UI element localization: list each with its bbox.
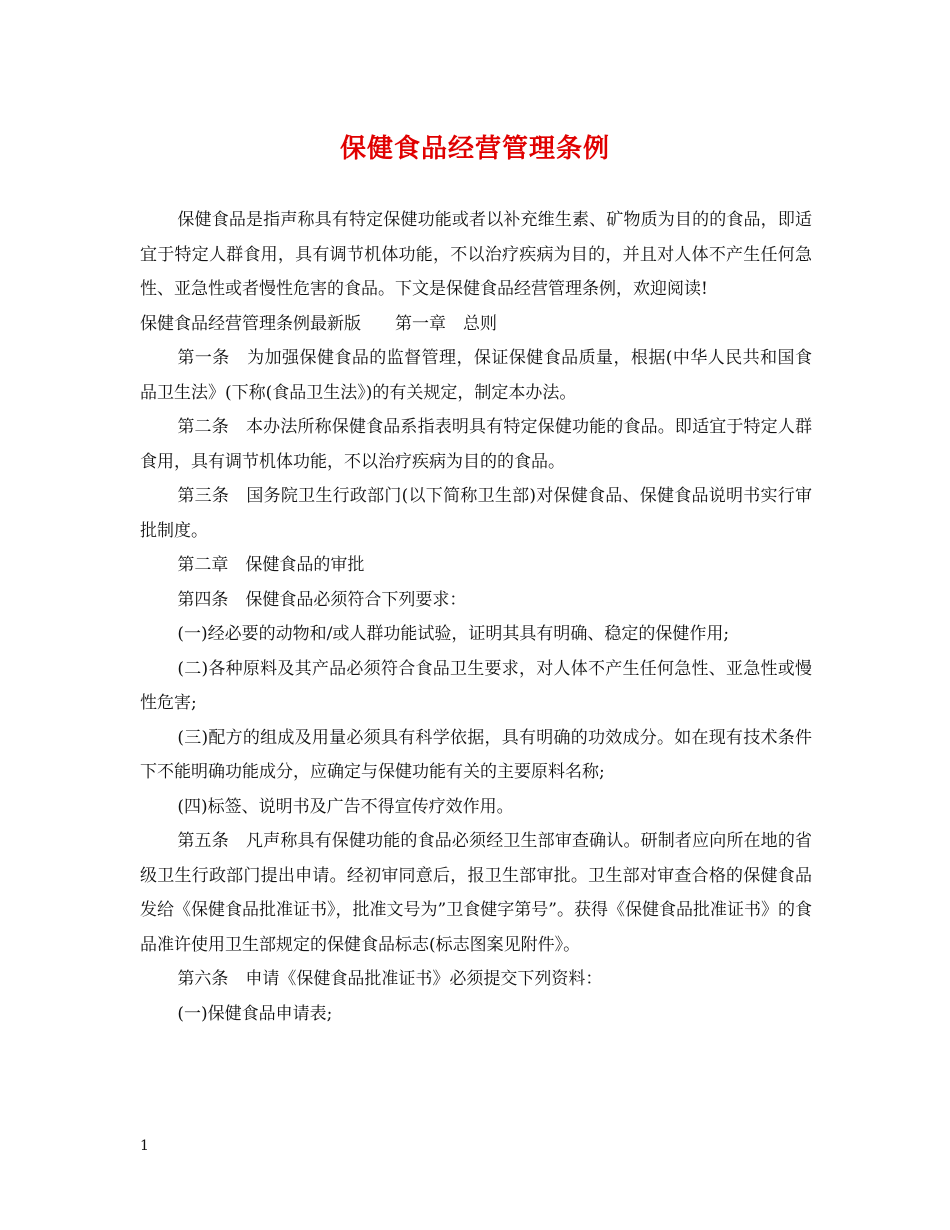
document-body [140,203,812,1031]
list-item: (一)保健食品申请表; [177,1003,333,1024]
chapter-heading: 第二章 保健食品的审批 [177,555,365,575]
paragraph: 第一条 为加强保健食品的监督管理，保证保健食品质量，根据(中华人民共和国食品卫生法》(下称(食品卫生法》)的有关规定，制定本办法。 [140,348,812,403]
list-item: (三)配方的组成及用量必须具有科学依据，具有明确的功效成分。如在现有技术条件下不能明确功能成分，应确定与保健功能有关的主要原料名称; [140,727,812,782]
paragraph: 第三条 国务院卫生行政部门(以下简称卫生部)对保健食品、保健食品说明书实行审批制度。 [140,486,812,541]
list-item: (四)标签、说明书及广告不得宣传疗效作用。 [177,796,514,817]
paragraph: 第四条 保健食品必须符合下列要求： [177,589,467,610]
paragraph: 第六条 申请《保健食品批准证书》必须提交下列资料： [177,969,603,989]
paragraph: 第二条 本办法所称保健食品系指表明具有特定保健功能的食品。即适宜于特定人群食用，具有调节机体功能，不以治疗疾病为目的的食品。 [140,417,812,472]
document-title: 保健食品经营管理条例 [339,134,610,164]
paragraph: 第五条 凡声称具有保健功能的食品必须经卫生部审查确认。研制者应向所在地的省级卫生行政部门提出申请。经初审同意后，报卫生部审批。卫生部对审查合格的保健食品发给《保健食品批准证书》，批准文号为”卫食健字第号”。获得《保健食品批准证书》的食品准许使用卫生部规定的保健食品标志(标志图案见附件》。 [140,831,812,955]
page-number: 1 [140,1138,149,1154]
list-item: (二)各种原料及其产品必须符合食品卫生要求，对人体不产生任何急性、亚急性或慢性危害; [140,658,812,713]
paragraph: 保健食品是指声称具有特定保健功能或者以补充维生素、矿物质为目的的食品，即适宜于特定人群食用，具有调节机体功能，不以治疗疾病为目的，并且对人体不产生任何急性、亚急性或者慢性危害的食品。下文是保健食品经营管理条例，欢迎阅读! [140,210,812,299]
paragraph: 保健食品经营管理条例最新版 第一章 总则 [140,313,497,334]
list-item: (一)经必要的动物和/或人群功能试验，证明其具有明确、稳定的保健作用; [177,624,730,644]
